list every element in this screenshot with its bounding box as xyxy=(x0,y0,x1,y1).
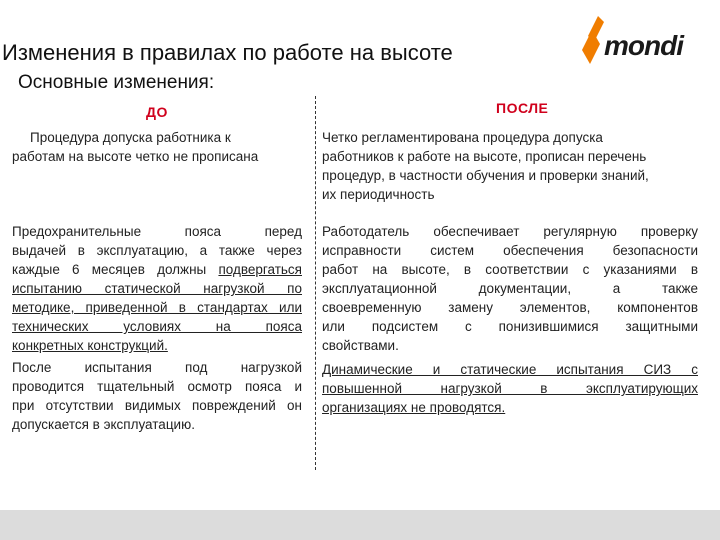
underlined-text: технических условиях на пояса xyxy=(12,319,302,334)
text-line xyxy=(322,360,698,379)
text-line: процедур, в частности обучения и проверки знаний, xyxy=(322,168,649,183)
after-column-heading: ПОСЛЕ xyxy=(496,100,549,116)
text-line: проводится тщательный осмотр пояса и xyxy=(12,379,302,394)
text-segment: каждые 6 месяцев должны xyxy=(12,262,219,277)
underlined-text: подвергаться xyxy=(218,262,302,277)
text-line: при отсутствии видимых повреждений он xyxy=(12,398,302,413)
text-line: работников к работе на высоте, прописан перечень xyxy=(322,149,647,164)
text-line xyxy=(12,279,302,298)
underlined-text: конкретных конструкций. xyxy=(12,338,168,353)
text-line xyxy=(12,317,302,336)
text-line xyxy=(12,260,302,279)
text-line xyxy=(12,336,302,355)
text-line: или подсистем с понизившимися защитными xyxy=(322,319,698,334)
column-divider xyxy=(315,96,316,470)
page-title: Изменения в правилах по работе на высоте xyxy=(2,40,453,65)
footer-bar xyxy=(0,510,720,540)
underlined-text: испытанию статической нагрузкой по xyxy=(12,281,302,296)
text-line: Четко регламентирована процедура допуска xyxy=(322,130,603,145)
text-line: допускается в эксплуатацию. xyxy=(12,417,195,432)
text-line: своевременную замену элементов, компонентов xyxy=(322,300,698,315)
before-column-heading: ДО xyxy=(146,104,168,120)
text-line: Процедура допуска работника к xyxy=(30,130,231,145)
text-line: свойствами. xyxy=(322,338,399,353)
text-line: исправности систем обеспечения безопасности xyxy=(322,243,698,258)
before-paragraph-3 xyxy=(12,358,302,434)
text-line: Работодатель обеспечивает регулярную проверку xyxy=(322,224,698,239)
after-paragraph-2 xyxy=(322,222,698,355)
section-subtitle: Основные изменения: xyxy=(18,72,215,93)
text-line xyxy=(322,398,698,417)
underlined-text: организациях не проводятся. xyxy=(322,400,506,415)
underlined-text: повышенной нагрузкой в эксплуатирующих xyxy=(322,381,698,396)
text-line xyxy=(12,298,302,317)
text-line xyxy=(322,379,698,398)
text-line: эксплуатационной документации, а также xyxy=(322,281,698,296)
text-line: выдачей в эксплуатацию, а также через xyxy=(12,243,302,258)
text-line: работам на высоте четко не прописана xyxy=(12,149,259,164)
underlined-text: методике, приведенной в стандартах или xyxy=(12,300,302,315)
text-line: После испытания под нагрузкой xyxy=(12,360,302,375)
logo-wordmark: mondi xyxy=(604,30,683,61)
after-paragraph-1 xyxy=(322,128,712,204)
text-line: работ на высоте, в соответствии с указаниями в xyxy=(322,262,698,277)
text-line: Предохранительные пояса перед xyxy=(12,224,302,239)
text-line: их периодичность xyxy=(322,187,435,202)
after-paragraph-3 xyxy=(322,360,698,417)
before-paragraph-1 xyxy=(12,128,308,166)
before-paragraph-2 xyxy=(12,222,302,355)
underlined-text: Динамические и статические испытания СИЗ с xyxy=(322,362,698,377)
